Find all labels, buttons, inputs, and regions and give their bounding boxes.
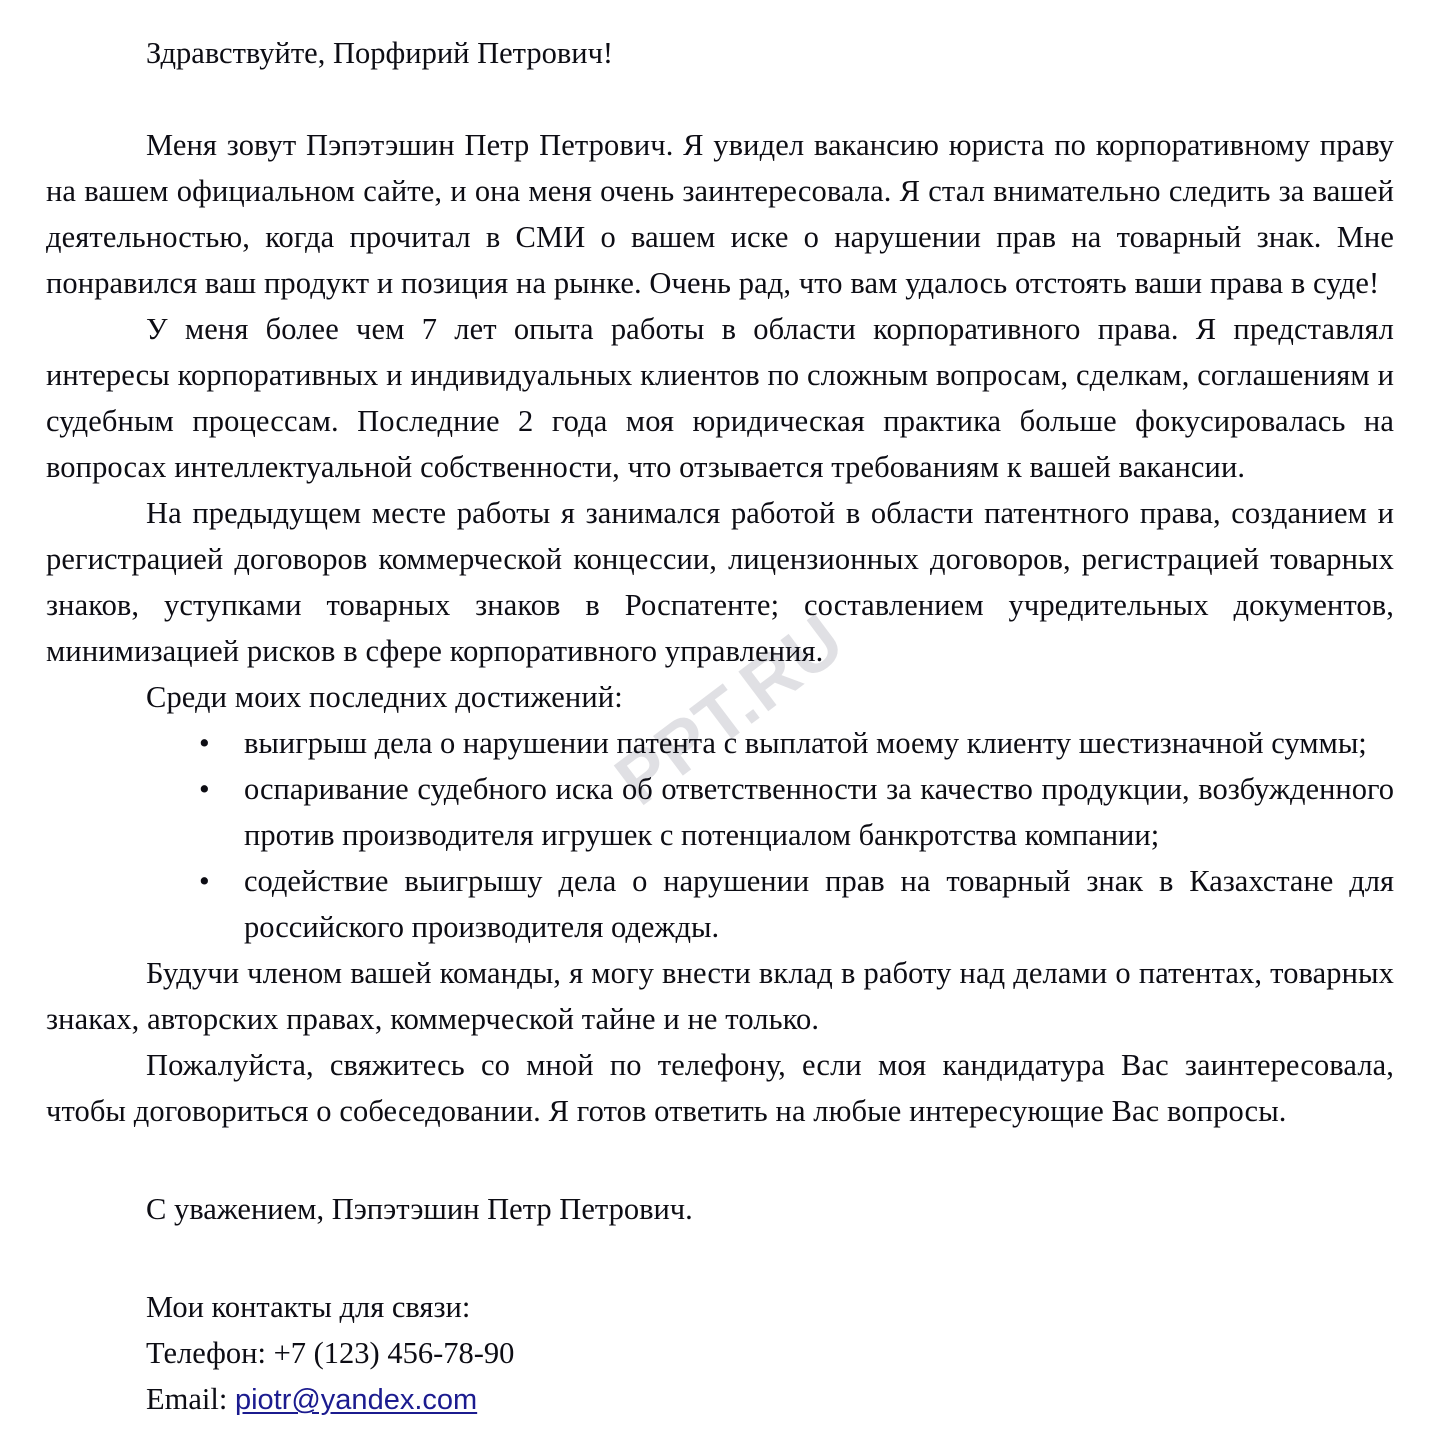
paragraph-previous-job: На предыдущем месте работы я занимался работой в области патентного права, созданием и регистрацией договоров коммерческой концессии, лицензионных договоров, регистрацией товарных знаков, уступками товарных знаков в Роспатенте; составлением учредительных документов, минимизацией рисков в сфере корпоративного управления. [46,496,1394,668]
achievements-intro: Среди моих последних достижений: [146,680,623,714]
list-item: • оспаривание судебного иска об ответственности за качество продукции, возбужденного против производителя игрушек с потенциалом банкротства компании; [46,766,1394,858]
email-link[interactable]: piotr@yandex.com [234,1384,478,1416]
achievements-list [46,720,1394,950]
site-watermark: PPT.RU [601,599,859,821]
contacts-heading: Мои контакты для связи: [146,1290,471,1324]
paragraph-intro: Меня зовут Пэпэтэшин Петр Петрович. Я увидел вакансию юриста по корпоративному праву на вашем официальном сайте, и она меня очень заинтересовала. Я стал внимательно следить за вашей деятельностью, когда прочитал в СМИ о вашем иске о нарушении прав на товарный знак. Мне понравился ваш продукт и позиция на рынке. Очень рад, что вам удалось отстоять ваши права в суде! [46,128,1394,300]
spacer [46,1134,1394,1186]
greeting-line: Здравствуйте, Порфирий Петрович! [146,36,614,70]
list-item: • содействие выигрышу дела о нарушении прав на товарный знак в Казахстане для российского производителя одежды. [46,858,1394,950]
email-label: Email: [146,1382,235,1416]
paragraph-call-request: Пожалуйста, свяжитесь со мной по телефону, если моя кандидатура Вас заинтересовала, чтобы договориться о собеседовании. Я готов ответить на любые интересующие Вас вопросы. [46,1048,1394,1128]
signature-line: С уважением, Пэпэтэшин Петр Петрович. [146,1192,693,1226]
paragraph-contribution: Будучи членом вашей команды, я могу внести вклад в работу над делами о патентах, товарных знаках, авторских правах, коммерческой тайне и не только. [46,956,1394,1036]
list-item: • выигрыш дела о нарушении патента с выплатой моему клиенту шестизначной суммы; [46,720,1394,766]
contacts-phone: Телефон: +7 (123) 456-78-90 [146,1336,515,1370]
contacts-email-row [46,1376,1394,1423]
spacer [46,1232,1394,1284]
paragraph-experience: У меня более чем 7 лет опыта работы в области корпоративного права. Я представлял интересы корпоративных и индивидуальных клиентов по сложным вопросам, сделкам, соглашениям и судебным процессам. Последние 2 года моя юридическая практика больше фокусировалась на вопросах интеллектуальной собственности, что отзывается требованиям к вашей вакансии. [46,312,1394,484]
spacer [46,76,1394,122]
